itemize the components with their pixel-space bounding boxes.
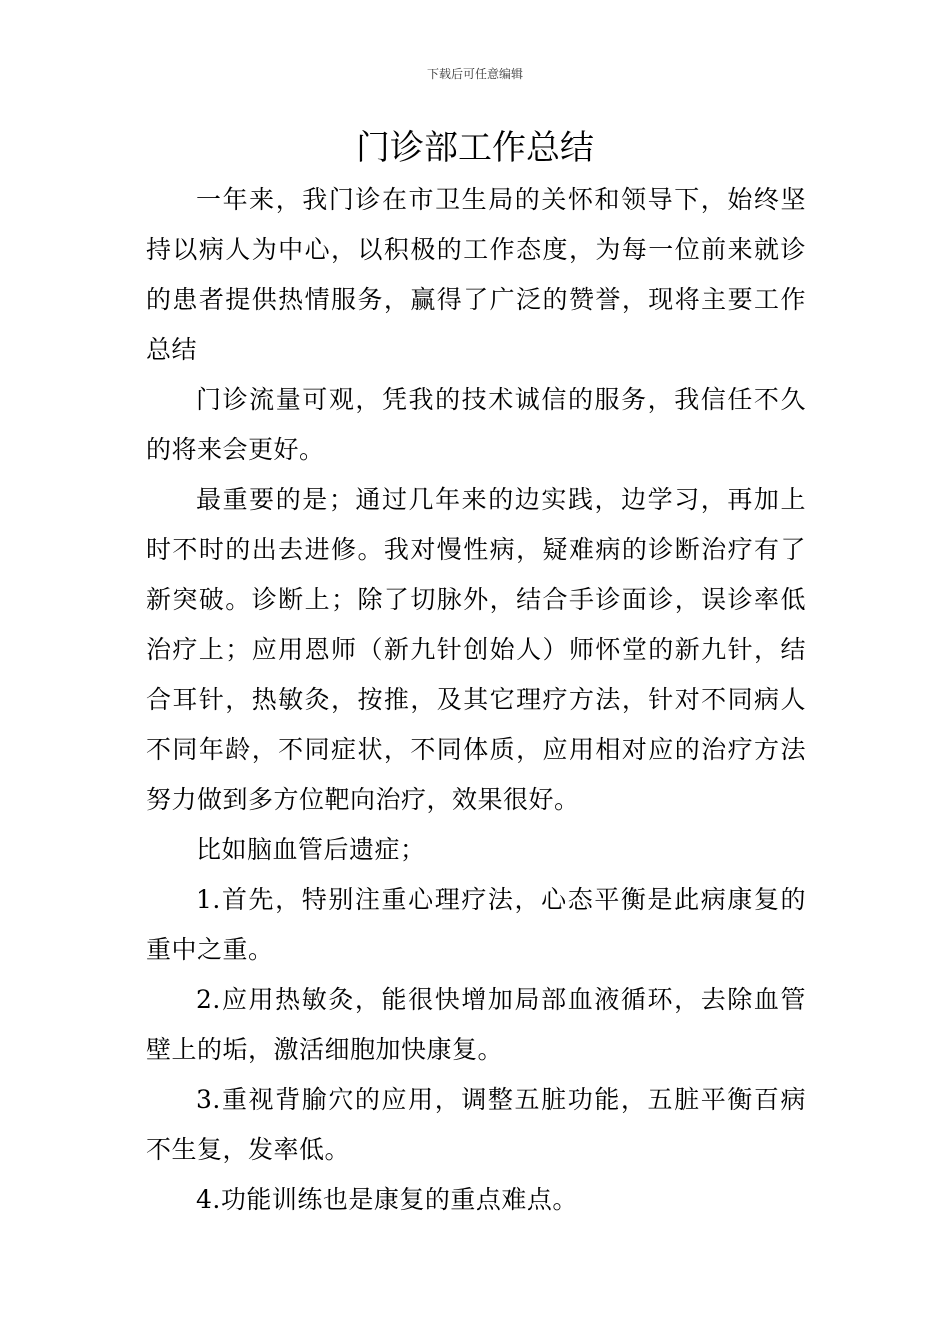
paragraph-example-heading: 比如脑血管后遗症； — [196, 835, 426, 864]
paragraph-intro: 一年来，我门诊在市卫生局的关怀和领导下，始终坚持以病人为中心，以积极的工作态度，为每一位前来就诊的患者提供热情服务，赢得了广泛的赞誉，现将主要工作总结 — [146, 185, 806, 364]
document-body — [146, 175, 806, 1225]
paragraph-diagnosis-treatment: 最重要的是；通过几年来的边实践，边学习，再加上时不时的出去进修。我对慢性病，疑难病的诊断治疗有了新突破。诊断上；除了切脉外，结合手诊面诊，误诊率低治疗上；应用恩师（新九针创始人）师怀堂的新九针，结合耳针，热敏灸，按推，及其它理疗方法，针对不同病人不同年龄，不同症状，不同体质，应用相对应的治疗方法努力做到多方位靶向治疗，效果很好。 — [146, 485, 806, 814]
paragraph-outpatient-volume: 门诊流量可观，凭我的技术诚信的服务，我信任不久的将来会更好。 — [146, 385, 806, 464]
list-item-2: 2.应用热敏灸，能很快增加局部血液循环，去除血管壁上的垢，激活细胞加快康复。 — [146, 985, 806, 1064]
header-note: 下载后可任意编辑 — [426, 67, 523, 81]
list-item-1: 1.首先，特别注重心理疗法，心态平衡是此病康复的重中之重。 — [146, 885, 806, 964]
list-item-4: 4.功能训练也是康复的重点难点。 — [196, 1185, 578, 1214]
document-title: 门诊部工作总结 — [356, 128, 594, 168]
list-item-3: 3.重视背腧穴的应用，调整五脏功能，五脏平衡百病不生复，发率低。 — [146, 1085, 806, 1164]
